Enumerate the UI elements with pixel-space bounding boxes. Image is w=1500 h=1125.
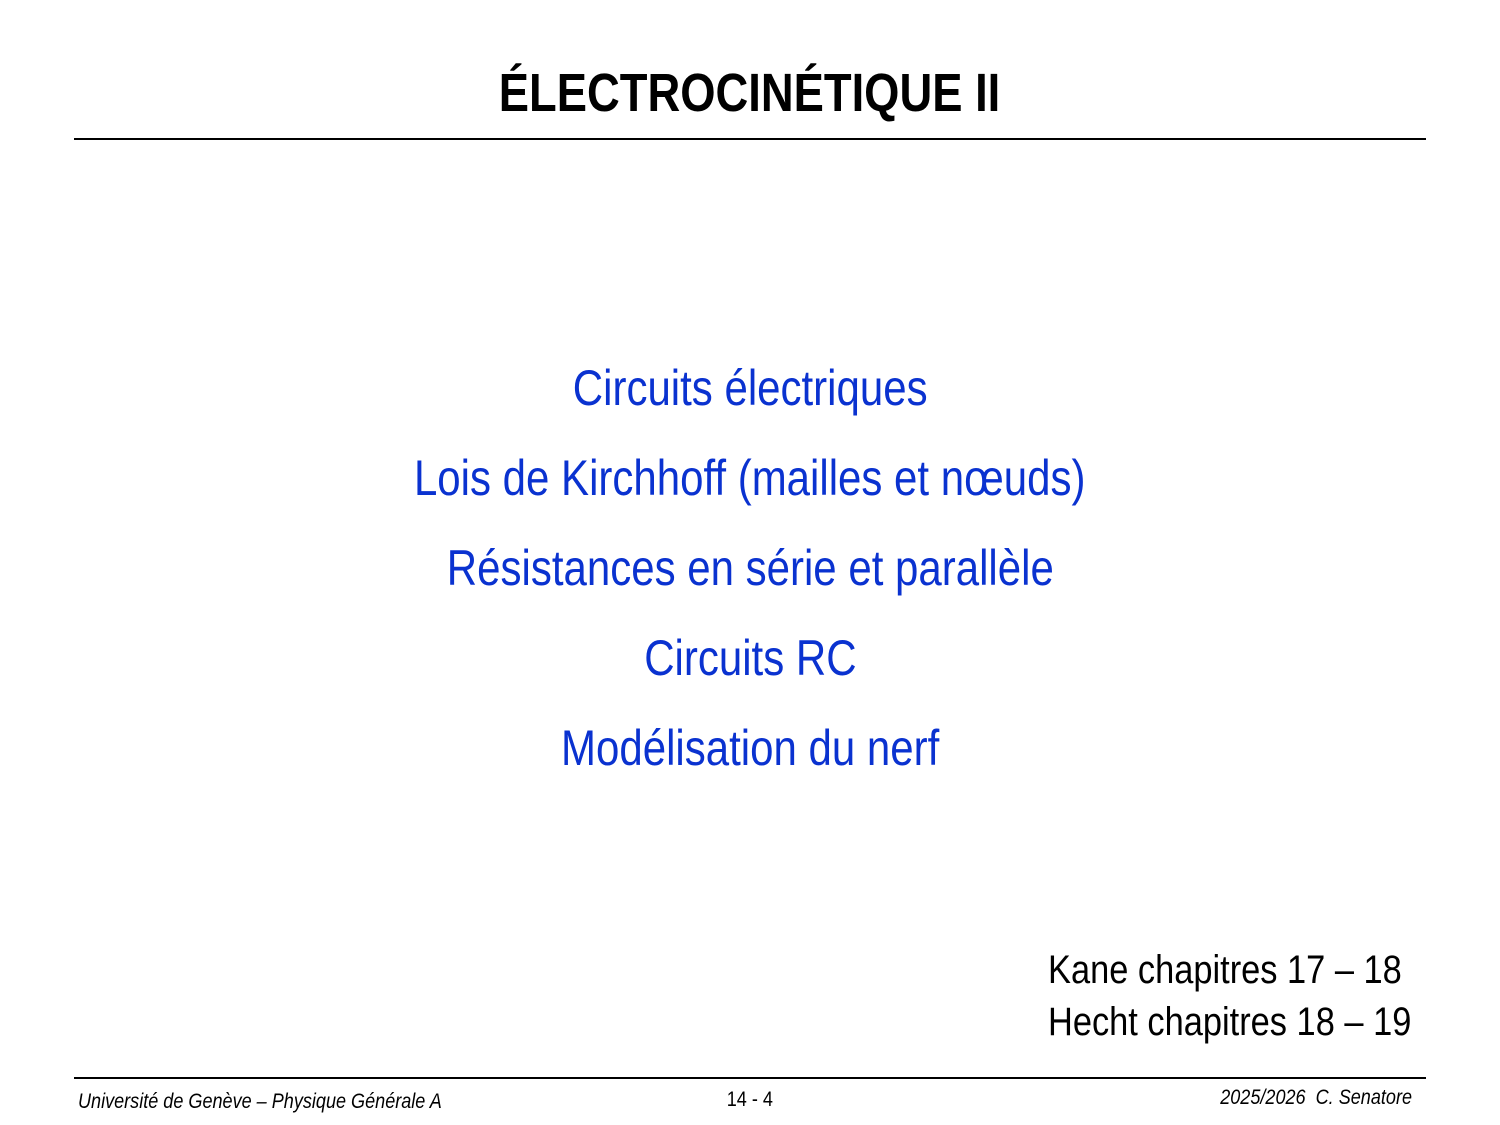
reference-hecht: Hecht chapitres 18 – 19: [1048, 1000, 1412, 1044]
topic-item: [0, 718, 1500, 778]
topic-text: Modélisation du nerf: [560, 720, 940, 776]
topic-item: [0, 538, 1500, 598]
slide-title-text: ÉLECTROCINÉTIQUE II: [499, 63, 1001, 123]
reference-kane: Kane chapitres 17 – 18: [1048, 948, 1402, 992]
header-divider: [74, 138, 1426, 140]
page-number-text: 14 - 4: [726, 1088, 774, 1111]
topic-text: Circuits électriques: [572, 360, 928, 416]
footer-left-text: Université de Genève – Physique Générale A: [78, 1090, 442, 1113]
topic-text: Lois de Kirchhoff (mailles et nœuds): [414, 450, 1086, 506]
footer-right-text: 2025/2026 C. Senatore: [1220, 1086, 1412, 1109]
topic-item: [0, 358, 1500, 418]
topic-item: [0, 448, 1500, 508]
topic-text: Résistances en série et parallèle: [446, 540, 1054, 596]
footer-divider: [74, 1077, 1426, 1079]
slide-title: [0, 62, 1500, 124]
references: [1048, 944, 1470, 1048]
footer-right: [1189, 1086, 1412, 1110]
topic-item: [0, 628, 1500, 688]
topic-text: Circuits RC: [643, 630, 857, 686]
